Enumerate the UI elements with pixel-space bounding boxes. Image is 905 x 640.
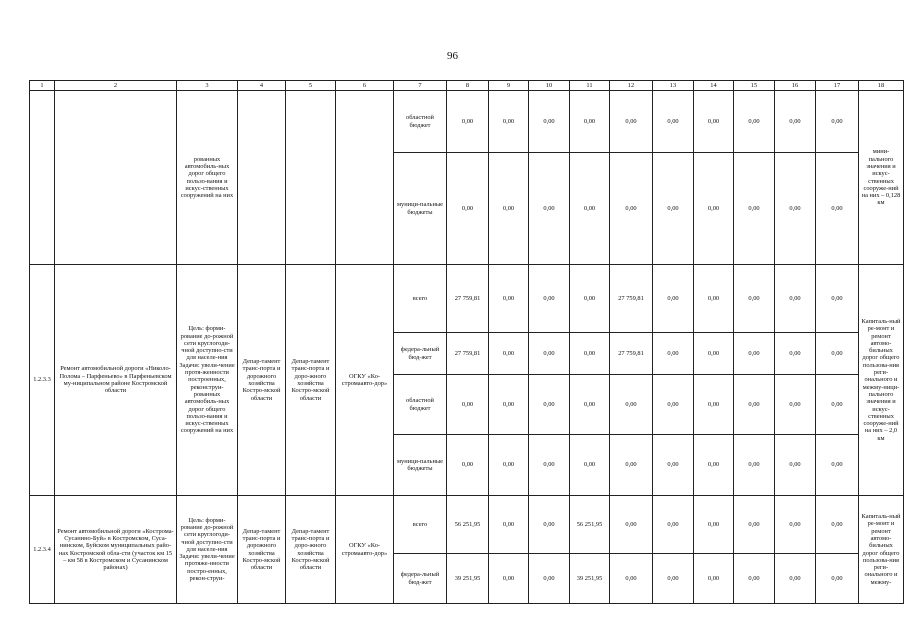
- item-goal: Цель: форми-рование до-рожной сети круглогоди-чной доступно-сти для населе-ния Задачи: увели-чение протя-женности построенных, реконструи-рованных автомобиль-ных дорог общего пользо-вания и искус-ственных сооружений на них: [177, 265, 238, 496]
- item-dept2: Депар-тамент транс-порта и доро-жного хозяйства Костро-мской области: [286, 265, 336, 496]
- item-executor: ОГКУ «Ко-стромаавто-дор»: [336, 265, 394, 496]
- value-cell: 0,00: [489, 153, 529, 265]
- value-cell: 0,00: [775, 91, 816, 153]
- value-cell: 0,00: [529, 333, 570, 375]
- value-cell: 0,00: [653, 91, 694, 153]
- value-cell: 0,00: [489, 435, 529, 496]
- exec-cell: [336, 91, 394, 265]
- value-cell: 0,00: [447, 153, 489, 265]
- value-cell: 56 251,95: [447, 496, 489, 554]
- value-cell: 27 759,81: [610, 265, 653, 333]
- value-cell: 0,00: [570, 153, 610, 265]
- value-cell: 0,00: [816, 496, 859, 554]
- result-cell: мини-пального значения и искус-ственных сооруже-ний на них – 0,128 км: [859, 91, 904, 265]
- value-cell: 0,00: [447, 91, 489, 153]
- value-cell: 27 759,81: [447, 265, 489, 333]
- source-cell: всего: [394, 496, 447, 554]
- col-header: 15: [734, 81, 775, 91]
- value-cell: 0,00: [816, 153, 859, 265]
- value-cell: 0,00: [694, 333, 734, 375]
- value-cell: 0,00: [570, 265, 610, 333]
- col-header: 6: [336, 81, 394, 91]
- value-cell: 0,00: [447, 435, 489, 496]
- value-cell: 0,00: [489, 333, 529, 375]
- item-result: Капиталь-ный ре-монт и ремонт автомо-бильных дорог общего пользова-ния реги-онального и межму-ници-пального значения и искус-ственных сооруже-ний на них – 2,0 км: [859, 265, 904, 496]
- value-cell: 39 251,95: [447, 554, 489, 604]
- item-code: 1.2.3.3: [30, 265, 55, 496]
- goal-cell: рованных автомобиль-ных дорог общего пользо-вания и искус-ственных сооружений на них: [177, 91, 238, 265]
- source-cell: федера-льный бюд-жет: [394, 333, 447, 375]
- value-cell: 0,00: [610, 496, 653, 554]
- value-cell: 0,00: [734, 333, 775, 375]
- value-cell: 0,00: [653, 153, 694, 265]
- item-dept1: Депар-тамент транс-порта и дорожного хозяйства Костро-мской области: [238, 265, 286, 496]
- budget-table: [29, 80, 904, 604]
- value-cell: 0,00: [734, 496, 775, 554]
- value-cell: 0,00: [529, 554, 570, 604]
- value-cell: 0,00: [489, 91, 529, 153]
- value-cell: 27 759,81: [447, 333, 489, 375]
- value-cell: 0,00: [653, 333, 694, 375]
- source-cell: областной бюджет: [394, 91, 447, 153]
- value-cell: 0,00: [775, 333, 816, 375]
- value-cell: 0,00: [816, 265, 859, 333]
- value-cell: 0,00: [489, 554, 529, 604]
- value-cell: 0,00: [775, 496, 816, 554]
- value-cell: 0,00: [694, 375, 734, 435]
- value-cell: 0,00: [610, 554, 653, 604]
- col-header: 2: [55, 81, 177, 91]
- source-cell: областной бюджет: [394, 375, 447, 435]
- col-header: 10: [529, 81, 570, 91]
- value-cell: 0,00: [734, 91, 775, 153]
- col-header: 8: [447, 81, 489, 91]
- item-dept1: Депар-тамент транс-порта и дорожного хозяйства Костро-мской области: [238, 496, 286, 604]
- col-header: 12: [610, 81, 653, 91]
- value-cell: 0,00: [694, 554, 734, 604]
- value-cell: 0,00: [610, 91, 653, 153]
- col-header: 11: [570, 81, 610, 91]
- value-cell: 0,00: [775, 435, 816, 496]
- header-row: [30, 81, 904, 91]
- value-cell: 0,00: [775, 265, 816, 333]
- source-cell: муници-пальные бюджеты: [394, 153, 447, 265]
- value-cell: 0,00: [610, 153, 653, 265]
- item-code: 1.2.3.4: [30, 496, 55, 604]
- value-cell: 0,00: [653, 375, 694, 435]
- value-cell: 0,00: [570, 91, 610, 153]
- item-result: Капиталь-ный ре-монт и ремонт автомо-бильных дорог общего пользова-ния реги-онального и межму-: [859, 496, 904, 604]
- value-cell: 0,00: [816, 333, 859, 375]
- value-cell: 0,00: [610, 375, 653, 435]
- value-cell: 0,00: [734, 435, 775, 496]
- dept2-cell: [286, 91, 336, 265]
- col-header: 1: [30, 81, 55, 91]
- value-cell: 0,00: [775, 153, 816, 265]
- value-cell: 0,00: [489, 496, 529, 554]
- col-header: 16: [775, 81, 816, 91]
- col-header: 17: [816, 81, 859, 91]
- item-executor: ОГКУ «Ко-стромаавто-дор»: [336, 496, 394, 604]
- col-header: 4: [238, 81, 286, 91]
- item-dept2: Депар-тамент транс-порта и доро-жного хозяйства Костро-мской области: [286, 496, 336, 604]
- value-cell: 0,00: [570, 435, 610, 496]
- value-cell: 0,00: [816, 375, 859, 435]
- value-cell: 0,00: [694, 153, 734, 265]
- name-cell: [55, 91, 177, 265]
- value-cell: 0,00: [529, 91, 570, 153]
- table-row: [30, 265, 904, 333]
- col-header: 18: [859, 81, 904, 91]
- value-cell: 0,00: [775, 554, 816, 604]
- value-cell: 0,00: [653, 435, 694, 496]
- col-header: 14: [694, 81, 734, 91]
- value-cell: 0,00: [816, 435, 859, 496]
- value-cell: 27 759,81: [610, 333, 653, 375]
- value-cell: 0,00: [447, 375, 489, 435]
- value-cell: 0,00: [570, 375, 610, 435]
- table-row: [30, 91, 904, 153]
- col-header: 7: [394, 81, 447, 91]
- value-cell: 39 251,95: [570, 554, 610, 604]
- item-name: Ремонт автомобильной дороги «Кострома-Сусанино-Буй» в Костромском, Суса-нинском, Буйском муниципальных райо-нах Костромской обла-сти (участок км 15 – км 58 в Костромском и Сусанинском районах): [55, 496, 177, 604]
- value-cell: 0,00: [734, 265, 775, 333]
- col-header: 3: [177, 81, 238, 91]
- code-cell: [30, 91, 55, 265]
- value-cell: 0,00: [610, 435, 653, 496]
- value-cell: 0,00: [529, 153, 570, 265]
- dept1-cell: [238, 91, 286, 265]
- value-cell: 0,00: [570, 333, 610, 375]
- value-cell: 0,00: [694, 265, 734, 333]
- value-cell: 0,00: [734, 554, 775, 604]
- value-cell: 0,00: [529, 496, 570, 554]
- item-name: Ремонт автомобильной дороги «Николо-Полома – Парфеньево» в Парфеньевском му-ниципальном районе Костромской области: [55, 265, 177, 496]
- value-cell: 0,00: [489, 265, 529, 333]
- value-cell: 0,00: [489, 375, 529, 435]
- value-cell: 0,00: [816, 91, 859, 153]
- item-goal: Цель: форми-рование до-рожной сети круглогоди-чной доступно-сти для населе-ния Задачи: увели-чение протяже-нности постро-енных, рекон-струи-: [177, 496, 238, 604]
- source-cell: муници-пальные бюджеты: [394, 435, 447, 496]
- value-cell: 0,00: [529, 375, 570, 435]
- value-cell: 0,00: [653, 496, 694, 554]
- value-cell: 0,00: [694, 496, 734, 554]
- value-cell: 0,00: [734, 153, 775, 265]
- value-cell: 0,00: [775, 375, 816, 435]
- value-cell: 0,00: [816, 554, 859, 604]
- col-header: 5: [286, 81, 336, 91]
- source-cell: всего: [394, 265, 447, 333]
- value-cell: 56 251,95: [570, 496, 610, 554]
- col-header: 9: [489, 81, 529, 91]
- source-cell: федера-льный бюд-жет: [394, 554, 447, 604]
- value-cell: 0,00: [734, 375, 775, 435]
- value-cell: 0,00: [694, 91, 734, 153]
- value-cell: 0,00: [529, 265, 570, 333]
- value-cell: 0,00: [653, 554, 694, 604]
- value-cell: 0,00: [694, 435, 734, 496]
- value-cell: 0,00: [529, 435, 570, 496]
- col-header: 13: [653, 81, 694, 91]
- table-row: [30, 496, 904, 554]
- value-cell: 0,00: [653, 265, 694, 333]
- page-number: 96: [447, 50, 458, 62]
